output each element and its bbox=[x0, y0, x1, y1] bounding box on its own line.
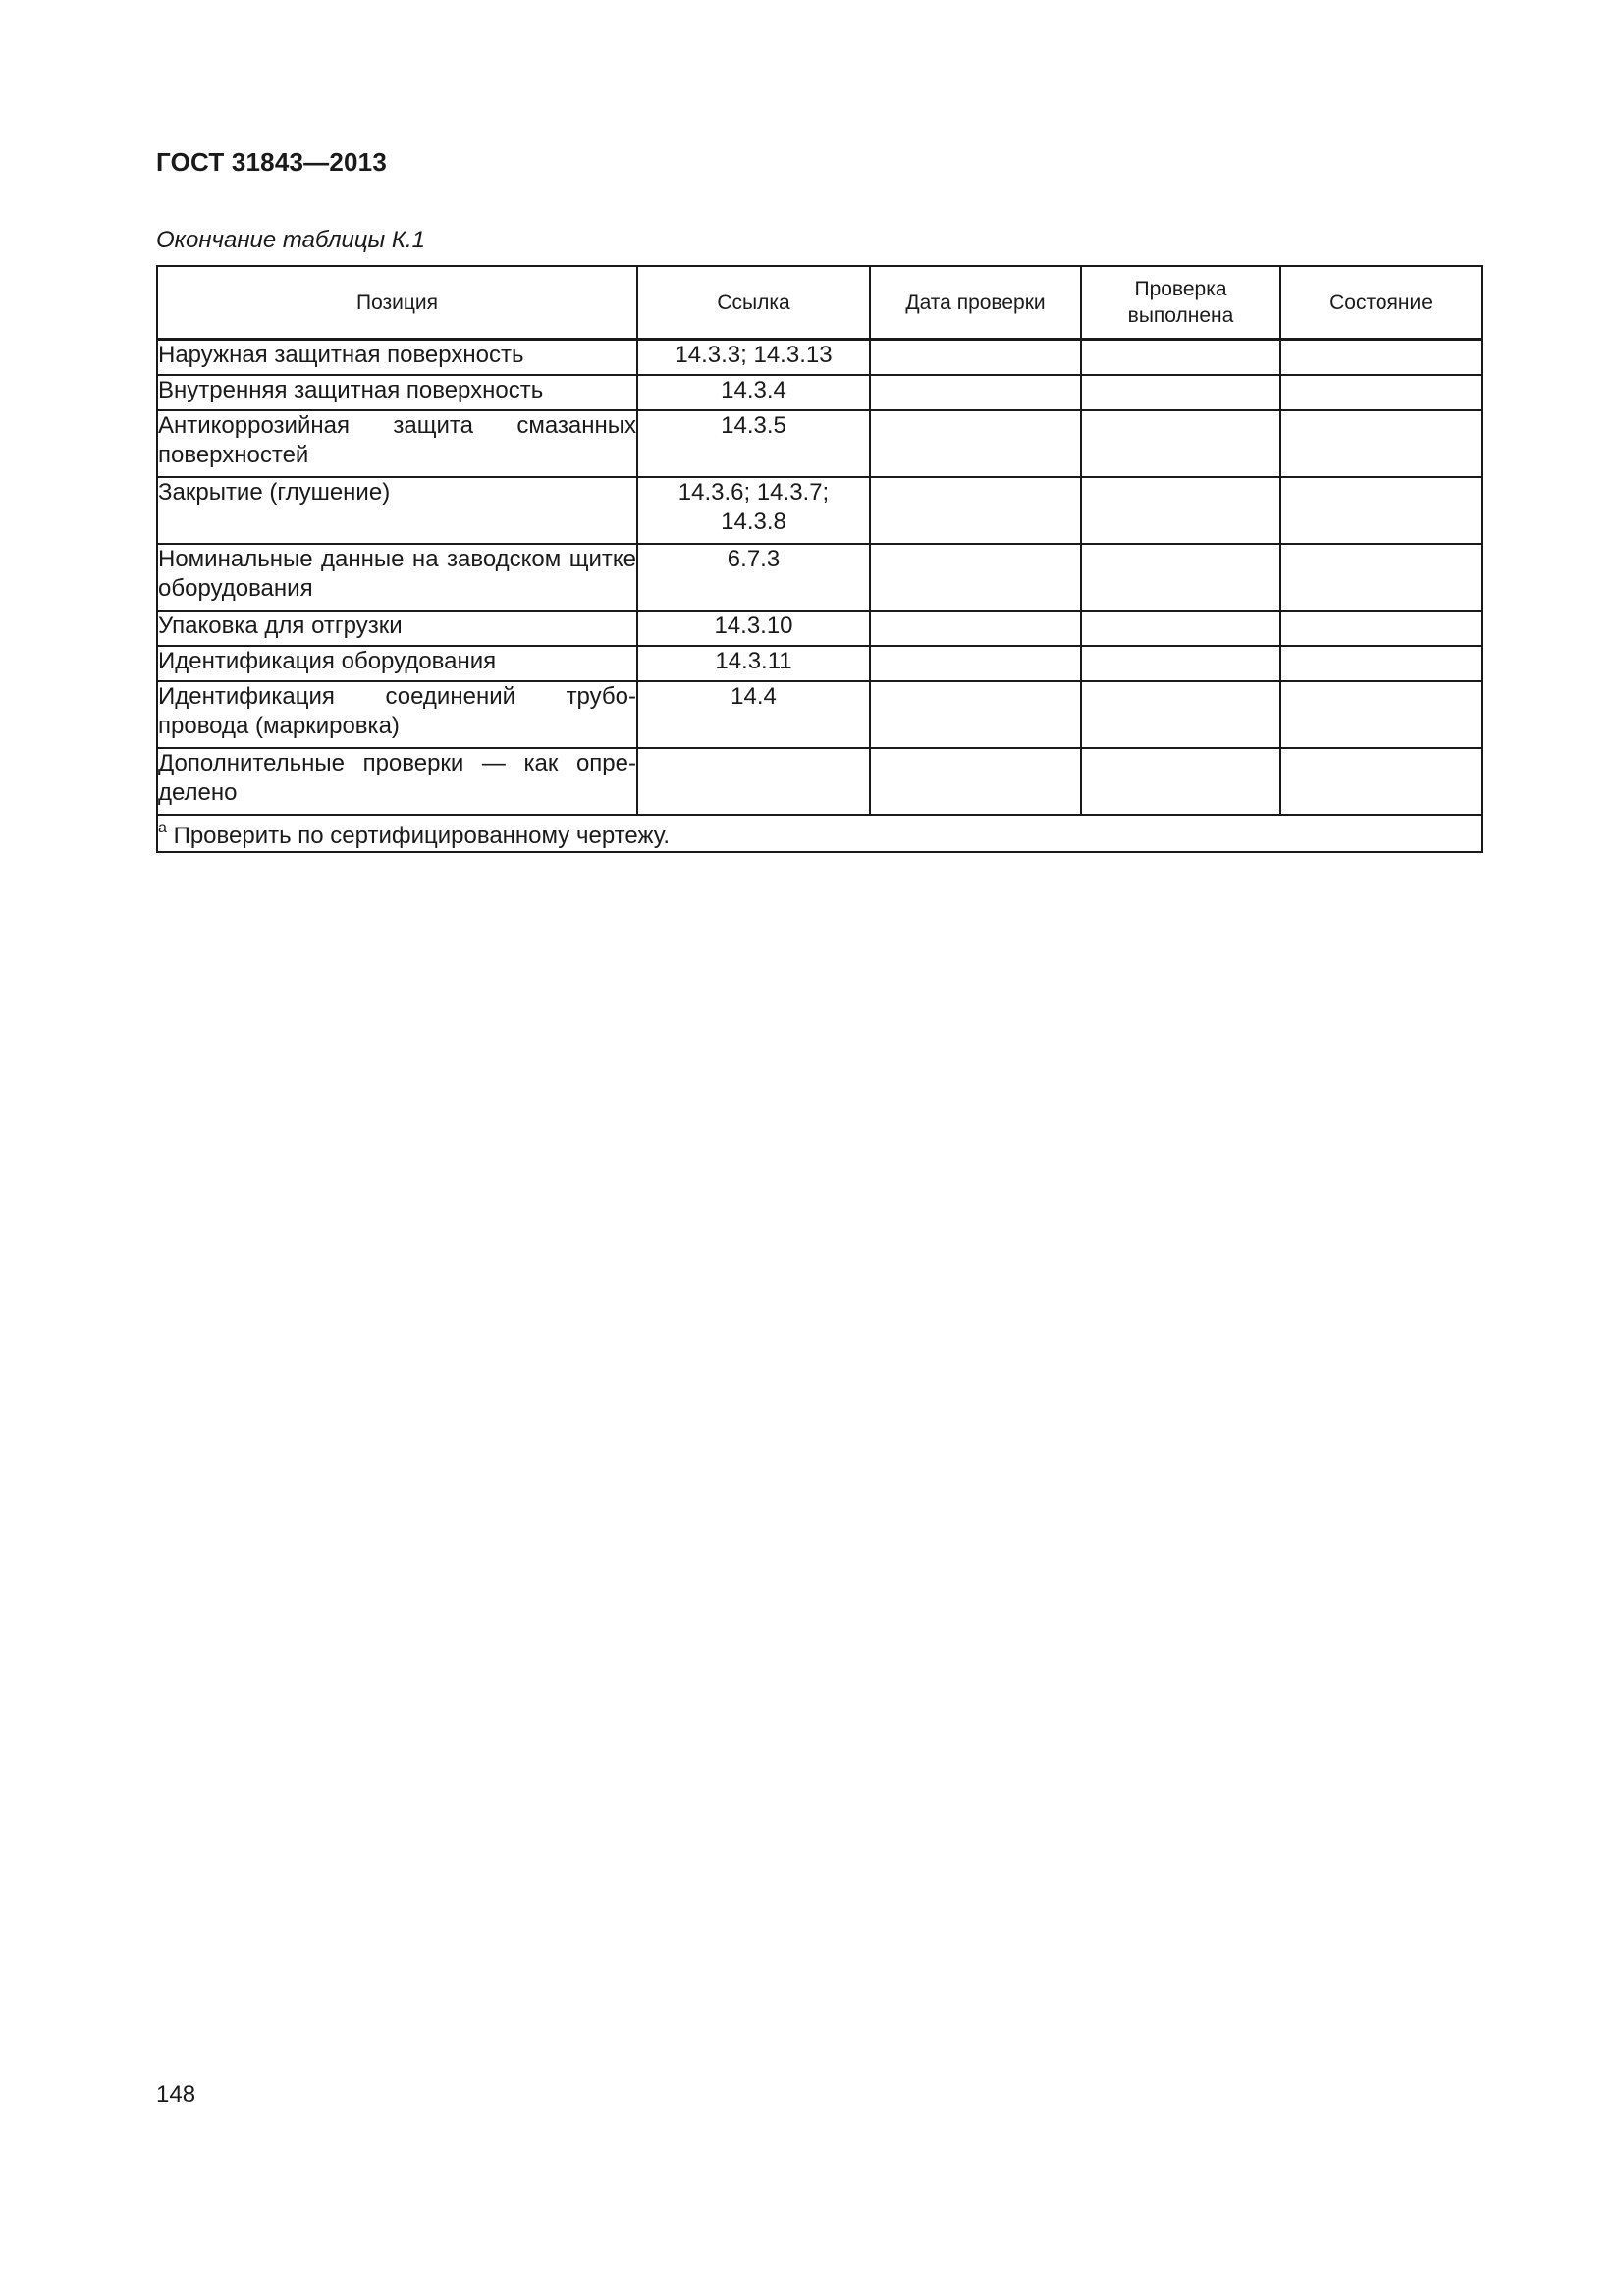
standard-code: ГОСТ 31843—2013 bbox=[156, 147, 387, 177]
cell-position: Закрытие (глушение) bbox=[157, 477, 637, 544]
column-header-check-date: Дата проверки bbox=[870, 266, 1081, 340]
table-row bbox=[157, 340, 1482, 376]
cell-check-date bbox=[870, 611, 1081, 646]
column-header-check-done: Проверка выполнена bbox=[1081, 266, 1280, 340]
cell-reference: 14.3.5 bbox=[637, 410, 870, 477]
column-header-reference: Ссылка bbox=[637, 266, 870, 340]
cell-check-date bbox=[870, 646, 1081, 681]
cell-check-date bbox=[870, 748, 1081, 815]
cell-position: Дополнительные проверки — как опре-делено bbox=[157, 748, 637, 815]
cell-reference: 14.3.6; 14.3.7; 14.3.8 bbox=[637, 477, 870, 544]
table-row bbox=[157, 375, 1482, 410]
column-header-status: Состояние bbox=[1280, 266, 1482, 340]
cell-status bbox=[1280, 410, 1482, 477]
cell-position: Номинальные данные на заводском щитке оборудования bbox=[157, 544, 637, 611]
cell-status bbox=[1280, 646, 1482, 681]
cell-check-done bbox=[1081, 748, 1280, 815]
inspection-checklist-table bbox=[156, 265, 1483, 853]
table-row bbox=[157, 410, 1482, 477]
cell-reference: 14.4 bbox=[637, 681, 870, 748]
cell-reference: 14.3.11 bbox=[637, 646, 870, 681]
cell-check-done bbox=[1081, 410, 1280, 477]
cell-position: Наружная защитная поверхность bbox=[157, 340, 637, 376]
cell-status bbox=[1280, 748, 1482, 815]
page-number: 148 bbox=[156, 2081, 196, 2108]
cell-position: Антикоррозийная защита смазанных поверхностей bbox=[157, 410, 637, 477]
cell-check-date bbox=[870, 375, 1081, 410]
table-row bbox=[157, 611, 1482, 646]
table-row bbox=[157, 681, 1482, 748]
cell-check-done bbox=[1081, 681, 1280, 748]
cell-status bbox=[1280, 544, 1482, 611]
footnote-text: Проверить по сертифицированному чертежу. bbox=[173, 823, 671, 849]
cell-check-date bbox=[870, 410, 1081, 477]
cell-check-done bbox=[1081, 375, 1280, 410]
table-caption: Окончание таблицы К.1 bbox=[156, 227, 426, 253]
cell-position: Упаковка для отгрузки bbox=[157, 611, 637, 646]
cell-check-done bbox=[1081, 544, 1280, 611]
cell-status bbox=[1280, 681, 1482, 748]
cell-check-date bbox=[870, 340, 1081, 376]
table-row bbox=[157, 748, 1482, 815]
cell-reference: 6.7.3 bbox=[637, 544, 870, 611]
cell-check-date bbox=[870, 477, 1081, 544]
cell-check-date bbox=[870, 544, 1081, 611]
cell-check-done bbox=[1081, 611, 1280, 646]
cell-reference: 14.3.10 bbox=[637, 611, 870, 646]
cell-reference: 14.3.3; 14.3.13 bbox=[637, 340, 870, 376]
cell-check-done bbox=[1081, 477, 1280, 544]
footnote-marker: a bbox=[158, 820, 167, 836]
cell-status bbox=[1280, 477, 1482, 544]
cell-status bbox=[1280, 611, 1482, 646]
table-header-row bbox=[157, 266, 1482, 340]
cell-reference: 14.3.4 bbox=[637, 375, 870, 410]
column-header-position: Позиция bbox=[157, 266, 637, 340]
cell-position: Идентификация соединений трубо-провода (маркировка) bbox=[157, 681, 637, 748]
cell-reference bbox=[637, 748, 870, 815]
table-row bbox=[157, 477, 1482, 544]
table-footnote bbox=[157, 815, 1482, 852]
footnote-row bbox=[157, 815, 1482, 852]
table-row bbox=[157, 646, 1482, 681]
table-row bbox=[157, 544, 1482, 611]
cell-status bbox=[1280, 375, 1482, 410]
cell-position: Идентификация оборудования bbox=[157, 646, 637, 681]
cell-status bbox=[1280, 340, 1482, 376]
cell-check-date bbox=[870, 681, 1081, 748]
cell-position: Внутренняя защитная поверхность bbox=[157, 375, 637, 410]
cell-check-done bbox=[1081, 340, 1280, 376]
cell-check-done bbox=[1081, 646, 1280, 681]
